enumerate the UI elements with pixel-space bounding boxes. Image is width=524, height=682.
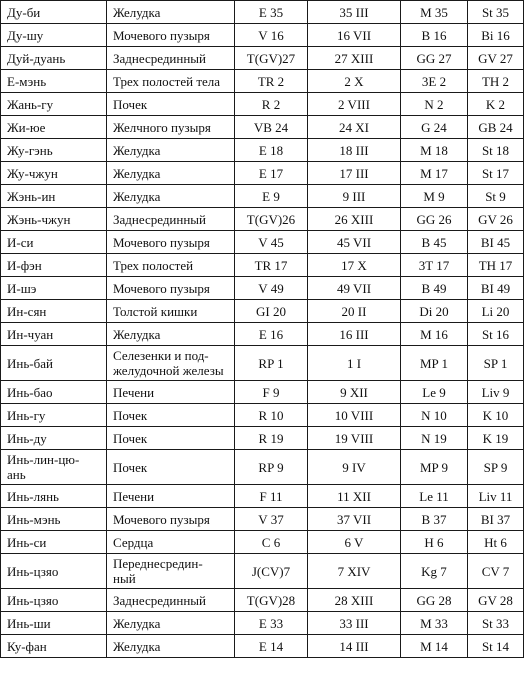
german-code-cell: GG 26 [401, 208, 468, 231]
point-name-cell: Ду-шу [1, 24, 107, 47]
meridian-cell: Желудка [107, 139, 235, 162]
roman-code-cell: 9 IV [308, 450, 401, 485]
point-name-cell: Инь-бао [1, 381, 107, 404]
english-code-cell: BI 49 [468, 277, 524, 300]
table-row [1, 346, 524, 381]
german-code-cell: M 9 [401, 185, 468, 208]
french-code-cell: E 33 [235, 612, 308, 635]
meridian-cell: Мочевого пузыря [107, 277, 235, 300]
roman-code-cell: 10 VIII [308, 404, 401, 427]
point-name-cell: Инь-цзяо [1, 589, 107, 612]
french-code-cell: RP 1 [235, 346, 308, 381]
french-code-cell: E 17 [235, 162, 308, 185]
french-code-cell: TR 17 [235, 254, 308, 277]
french-code-cell: E 14 [235, 635, 308, 658]
english-code-cell: Liv 9 [468, 381, 524, 404]
point-name-cell: Ин-сян [1, 300, 107, 323]
roman-code-cell: 2 VIII [308, 93, 401, 116]
table-row [1, 554, 524, 589]
roman-code-cell: 45 VII [308, 231, 401, 254]
english-code-cell: TH 2 [468, 70, 524, 93]
french-code-cell: V 45 [235, 231, 308, 254]
german-code-cell: M 16 [401, 323, 468, 346]
table-row [1, 300, 524, 323]
english-code-cell: CV 7 [468, 554, 524, 589]
table-row [1, 612, 524, 635]
roman-code-cell: 2 X [308, 70, 401, 93]
german-code-cell: MP 9 [401, 450, 468, 485]
german-code-cell: M 17 [401, 162, 468, 185]
roman-code-cell: 6 V [308, 531, 401, 554]
table-row [1, 508, 524, 531]
point-name-cell: Инь-ду [1, 427, 107, 450]
french-code-cell: R 19 [235, 427, 308, 450]
english-code-cell: St 17 [468, 162, 524, 185]
english-code-cell: Liv 11 [468, 485, 524, 508]
english-code-cell: BI 37 [468, 508, 524, 531]
english-code-cell: Bi 16 [468, 24, 524, 47]
table-row [1, 1, 524, 24]
german-code-cell: B 45 [401, 231, 468, 254]
point-name-cell: Инь-ши [1, 612, 107, 635]
point-name-cell: Е-мэнь [1, 70, 107, 93]
meridian-cell: Желчного пузыря [107, 116, 235, 139]
french-code-cell: E 18 [235, 139, 308, 162]
english-code-cell: SP 1 [468, 346, 524, 381]
roman-code-cell: 35 III [308, 1, 401, 24]
table-row [1, 47, 524, 70]
point-name-cell: Ку-фан [1, 635, 107, 658]
meridian-cell: Трех полостей [107, 254, 235, 277]
german-code-cell: B 49 [401, 277, 468, 300]
german-code-cell: GG 28 [401, 589, 468, 612]
french-code-cell: T(GV)26 [235, 208, 308, 231]
french-code-cell: E 35 [235, 1, 308, 24]
english-code-cell: K 10 [468, 404, 524, 427]
roman-code-cell: 7 XIV [308, 554, 401, 589]
meridian-cell: Почек [107, 427, 235, 450]
roman-code-cell: 18 III [308, 139, 401, 162]
french-code-cell: V 49 [235, 277, 308, 300]
point-name-cell: Жу-чжун [1, 162, 107, 185]
french-code-cell: RP 9 [235, 450, 308, 485]
meridian-cell: Трех полостей тела [107, 70, 235, 93]
table-row [1, 277, 524, 300]
table-row [1, 116, 524, 139]
table-row [1, 427, 524, 450]
point-name-cell: И-шэ [1, 277, 107, 300]
roman-code-cell: 9 III [308, 185, 401, 208]
french-code-cell: E 16 [235, 323, 308, 346]
meridian-cell: Заднесрединный [107, 208, 235, 231]
meridian-cell: Переднесредин- ный [107, 554, 235, 589]
table-row [1, 404, 524, 427]
meridian-cell: Почек [107, 93, 235, 116]
french-code-cell: GI 20 [235, 300, 308, 323]
english-code-cell: GB 24 [468, 116, 524, 139]
table-row [1, 381, 524, 404]
point-name-cell: Жэнь-ин [1, 185, 107, 208]
meridian-cell: Почек [107, 404, 235, 427]
german-code-cell: N 2 [401, 93, 468, 116]
meridian-cell: Желудка [107, 162, 235, 185]
table-row [1, 589, 524, 612]
point-name-cell: Инь-гу [1, 404, 107, 427]
point-name-cell: Ин-чуан [1, 323, 107, 346]
german-code-cell: M 35 [401, 1, 468, 24]
meridian-cell: Почек [107, 450, 235, 485]
roman-code-cell: 20 II [308, 300, 401, 323]
table-row [1, 254, 524, 277]
meridian-cell: Толстой кишки [107, 300, 235, 323]
roman-code-cell: 19 VIII [308, 427, 401, 450]
english-code-cell: Ht 6 [468, 531, 524, 554]
meridian-cell: Заднесрединный [107, 589, 235, 612]
english-code-cell: GV 27 [468, 47, 524, 70]
roman-code-cell: 1 I [308, 346, 401, 381]
french-code-cell: TR 2 [235, 70, 308, 93]
table-row [1, 323, 524, 346]
roman-code-cell: 28 XIII [308, 589, 401, 612]
meridian-cell: Сердца [107, 531, 235, 554]
meridian-cell: Мочевого пузыря [107, 231, 235, 254]
english-code-cell: GV 26 [468, 208, 524, 231]
roman-code-cell: 24 XI [308, 116, 401, 139]
point-name-cell: Инь-мэнь [1, 508, 107, 531]
english-code-cell: St 9 [468, 185, 524, 208]
roman-code-cell: 17 III [308, 162, 401, 185]
meridian-cell: Заднесрединный [107, 47, 235, 70]
table-row [1, 635, 524, 658]
table-row [1, 485, 524, 508]
french-code-cell: C 6 [235, 531, 308, 554]
roman-code-cell: 9 XII [308, 381, 401, 404]
roman-code-cell: 16 VII [308, 24, 401, 47]
meridian-cell: Селезенки и под- желудочной железы [107, 346, 235, 381]
german-code-cell: Le 11 [401, 485, 468, 508]
table-row [1, 139, 524, 162]
german-code-cell: M 18 [401, 139, 468, 162]
german-code-cell: M 33 [401, 612, 468, 635]
meridian-cell: Желудка [107, 612, 235, 635]
german-code-cell: Kg 7 [401, 554, 468, 589]
roman-code-cell: 27 XIII [308, 47, 401, 70]
point-name-cell: Жэнь-чжун [1, 208, 107, 231]
meridian-cell: Мочевого пузыря [107, 508, 235, 531]
meridian-cell: Желудка [107, 1, 235, 24]
french-code-cell: F 9 [235, 381, 308, 404]
french-code-cell: J(CV)7 [235, 554, 308, 589]
english-code-cell: St 16 [468, 323, 524, 346]
german-code-cell: GG 27 [401, 47, 468, 70]
roman-code-cell: 33 III [308, 612, 401, 635]
english-code-cell: St 33 [468, 612, 524, 635]
table-row [1, 185, 524, 208]
table-row [1, 93, 524, 116]
french-code-cell: E 9 [235, 185, 308, 208]
table-row [1, 450, 524, 485]
table-body [1, 1, 524, 658]
meridian-cell: Мочевого пузыря [107, 24, 235, 47]
german-code-cell: MP 1 [401, 346, 468, 381]
english-code-cell: K 2 [468, 93, 524, 116]
point-name-cell: Ду-би [1, 1, 107, 24]
point-name-cell: Жань-гу [1, 93, 107, 116]
point-name-cell: Инь-бай [1, 346, 107, 381]
german-code-cell: N 19 [401, 427, 468, 450]
roman-code-cell: 37 VII [308, 508, 401, 531]
table-row [1, 531, 524, 554]
german-code-cell: Di 20 [401, 300, 468, 323]
german-code-cell: N 10 [401, 404, 468, 427]
german-code-cell: 3E 2 [401, 70, 468, 93]
point-name-cell: Жи-юе [1, 116, 107, 139]
english-code-cell: GV 28 [468, 589, 524, 612]
english-code-cell: BI 45 [468, 231, 524, 254]
table-row [1, 162, 524, 185]
point-name-cell: Дуй-дуань [1, 47, 107, 70]
table-row [1, 208, 524, 231]
table-row [1, 24, 524, 47]
german-code-cell: M 14 [401, 635, 468, 658]
meridian-cell: Желудка [107, 323, 235, 346]
german-code-cell: B 16 [401, 24, 468, 47]
english-code-cell: Li 20 [468, 300, 524, 323]
roman-code-cell: 26 XIII [308, 208, 401, 231]
meridian-cell: Печени [107, 381, 235, 404]
french-code-cell: V 16 [235, 24, 308, 47]
table-row [1, 70, 524, 93]
french-code-cell: V 37 [235, 508, 308, 531]
roman-code-cell: 14 III [308, 635, 401, 658]
meridian-cell: Желудка [107, 635, 235, 658]
english-code-cell: K 19 [468, 427, 524, 450]
roman-code-cell: 11 XII [308, 485, 401, 508]
english-code-cell: St 14 [468, 635, 524, 658]
german-code-cell: H 6 [401, 531, 468, 554]
french-code-cell: F 11 [235, 485, 308, 508]
roman-code-cell: 16 III [308, 323, 401, 346]
french-code-cell: VB 24 [235, 116, 308, 139]
french-code-cell: R 2 [235, 93, 308, 116]
english-code-cell: St 18 [468, 139, 524, 162]
point-name-cell: И-си [1, 231, 107, 254]
table-row [1, 231, 524, 254]
english-code-cell: SP 9 [468, 450, 524, 485]
french-code-cell: T(GV)27 [235, 47, 308, 70]
french-code-cell: R 10 [235, 404, 308, 427]
roman-code-cell: 49 VII [308, 277, 401, 300]
meridian-cell: Печени [107, 485, 235, 508]
german-code-cell: B 37 [401, 508, 468, 531]
german-code-cell: 3T 17 [401, 254, 468, 277]
german-code-cell: G 24 [401, 116, 468, 139]
english-code-cell: TH 17 [468, 254, 524, 277]
point-name-cell: Инь-лин-цю- ань [1, 450, 107, 485]
english-code-cell: St 35 [468, 1, 524, 24]
point-name-cell: Жу-гэнь [1, 139, 107, 162]
roman-code-cell: 17 X [308, 254, 401, 277]
german-code-cell: Le 9 [401, 381, 468, 404]
point-name-cell: Инь-си [1, 531, 107, 554]
french-code-cell: T(GV)28 [235, 589, 308, 612]
point-name-cell: Инь-лянь [1, 485, 107, 508]
meridian-cell: Желудка [107, 185, 235, 208]
point-name-cell: Инь-цзяо [1, 554, 107, 589]
point-name-cell: И-фэн [1, 254, 107, 277]
